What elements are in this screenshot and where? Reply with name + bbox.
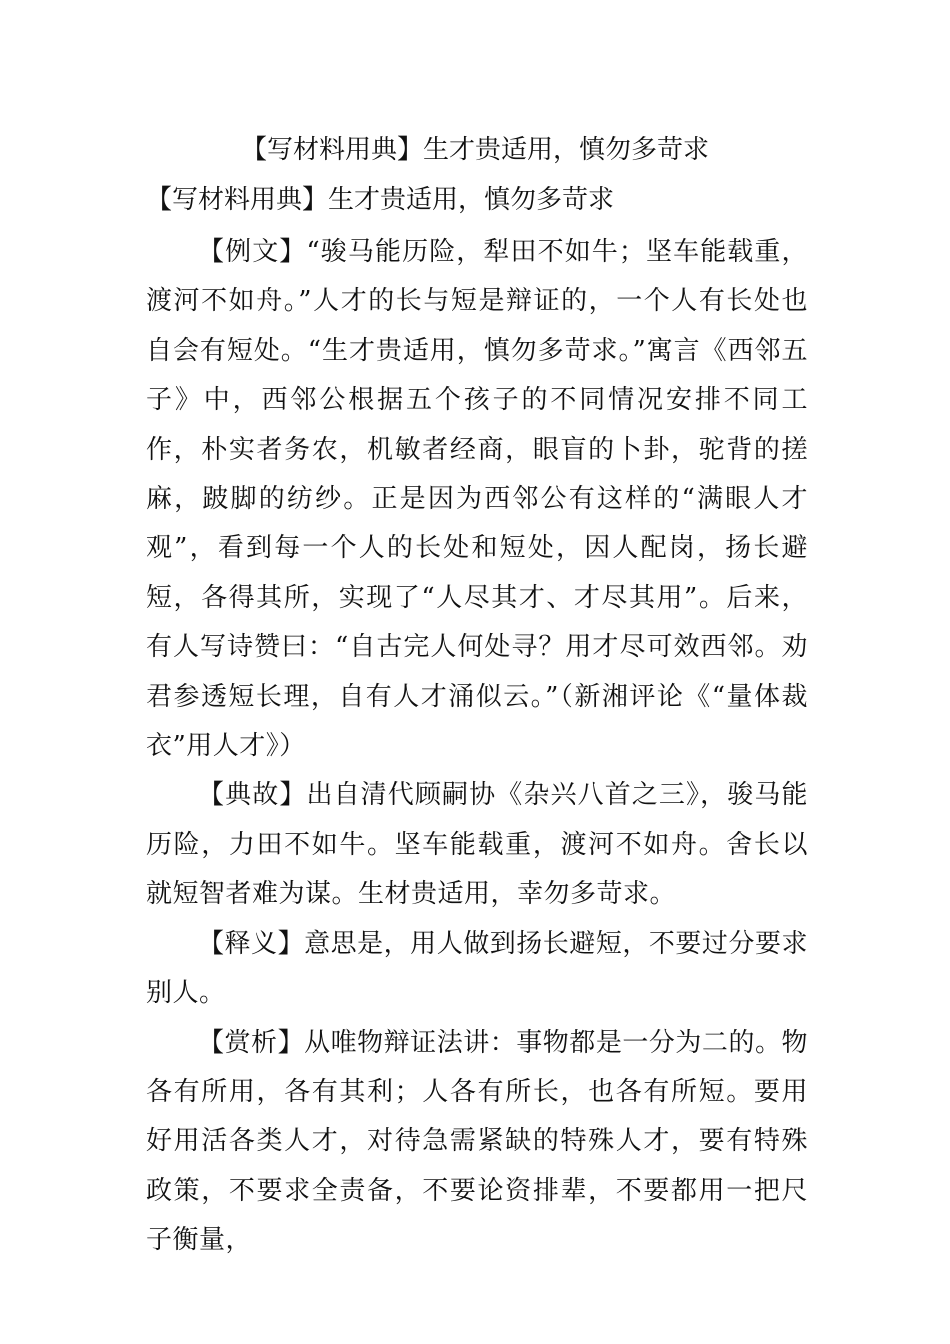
document-subtitle: 【写材料用典】生才贵适用，慎勿多苛求 [146,185,615,215]
document-body [146,228,808,1266]
paragraph-allusion: 【典故】出自清代顾嗣协《杂兴八首之三》，骏马能历险，力田不如牛。坚车能载重，渡河不如舟。舍长以就短智者难为谋。生材贵适用，幸勿多苛求。 [146,780,808,910]
document-title: 【写材料用典】生才贵适用，慎勿多苛求 [240,135,709,165]
paragraph-analysis: 【赏析】从唯物辩证法讲：事物都是一分为二的。物各有所用，各有其利；人各有所长，也各有所短。要用好用活各类人才，对待急需紧缺的特殊人才，要有特殊政策，不要求全责备，不要论资排辈，不要都用一把尺子衡量， [146,1027,808,1256]
paragraph-example: 【例文】“骏马能历险，犁田不如牛；坚车能载重，渡河不如舟。”人才的长与短是辩证的，一个人有长处也自会有短处。“生才贵适用，慎勿多苛求。”寓言《西邻五子》中，西邻公根据五个孩子的不同情况安排不同工作，朴实者务农，机敏者经商，眼盲的卜卦，驼背的搓麻，跛脚的纺纱。正是因为西邻公有这样的“满眼人才观”，看到每一个人的长处和短处，因人配岗，扬长避短，各得其所，实现了“人尽其才、才尽其用”。后来，有人写诗赞曰：“自古完人何处寻？用才尽可效西邻。劝君参透短长理，自有人才涌似云。”（新湘评论《“量体裁衣”用人才》） [146,237,808,762]
paragraph-meaning: 【释义】意思是，用人做到扬长避短，不要过分要求别人。 [146,928,808,1009]
